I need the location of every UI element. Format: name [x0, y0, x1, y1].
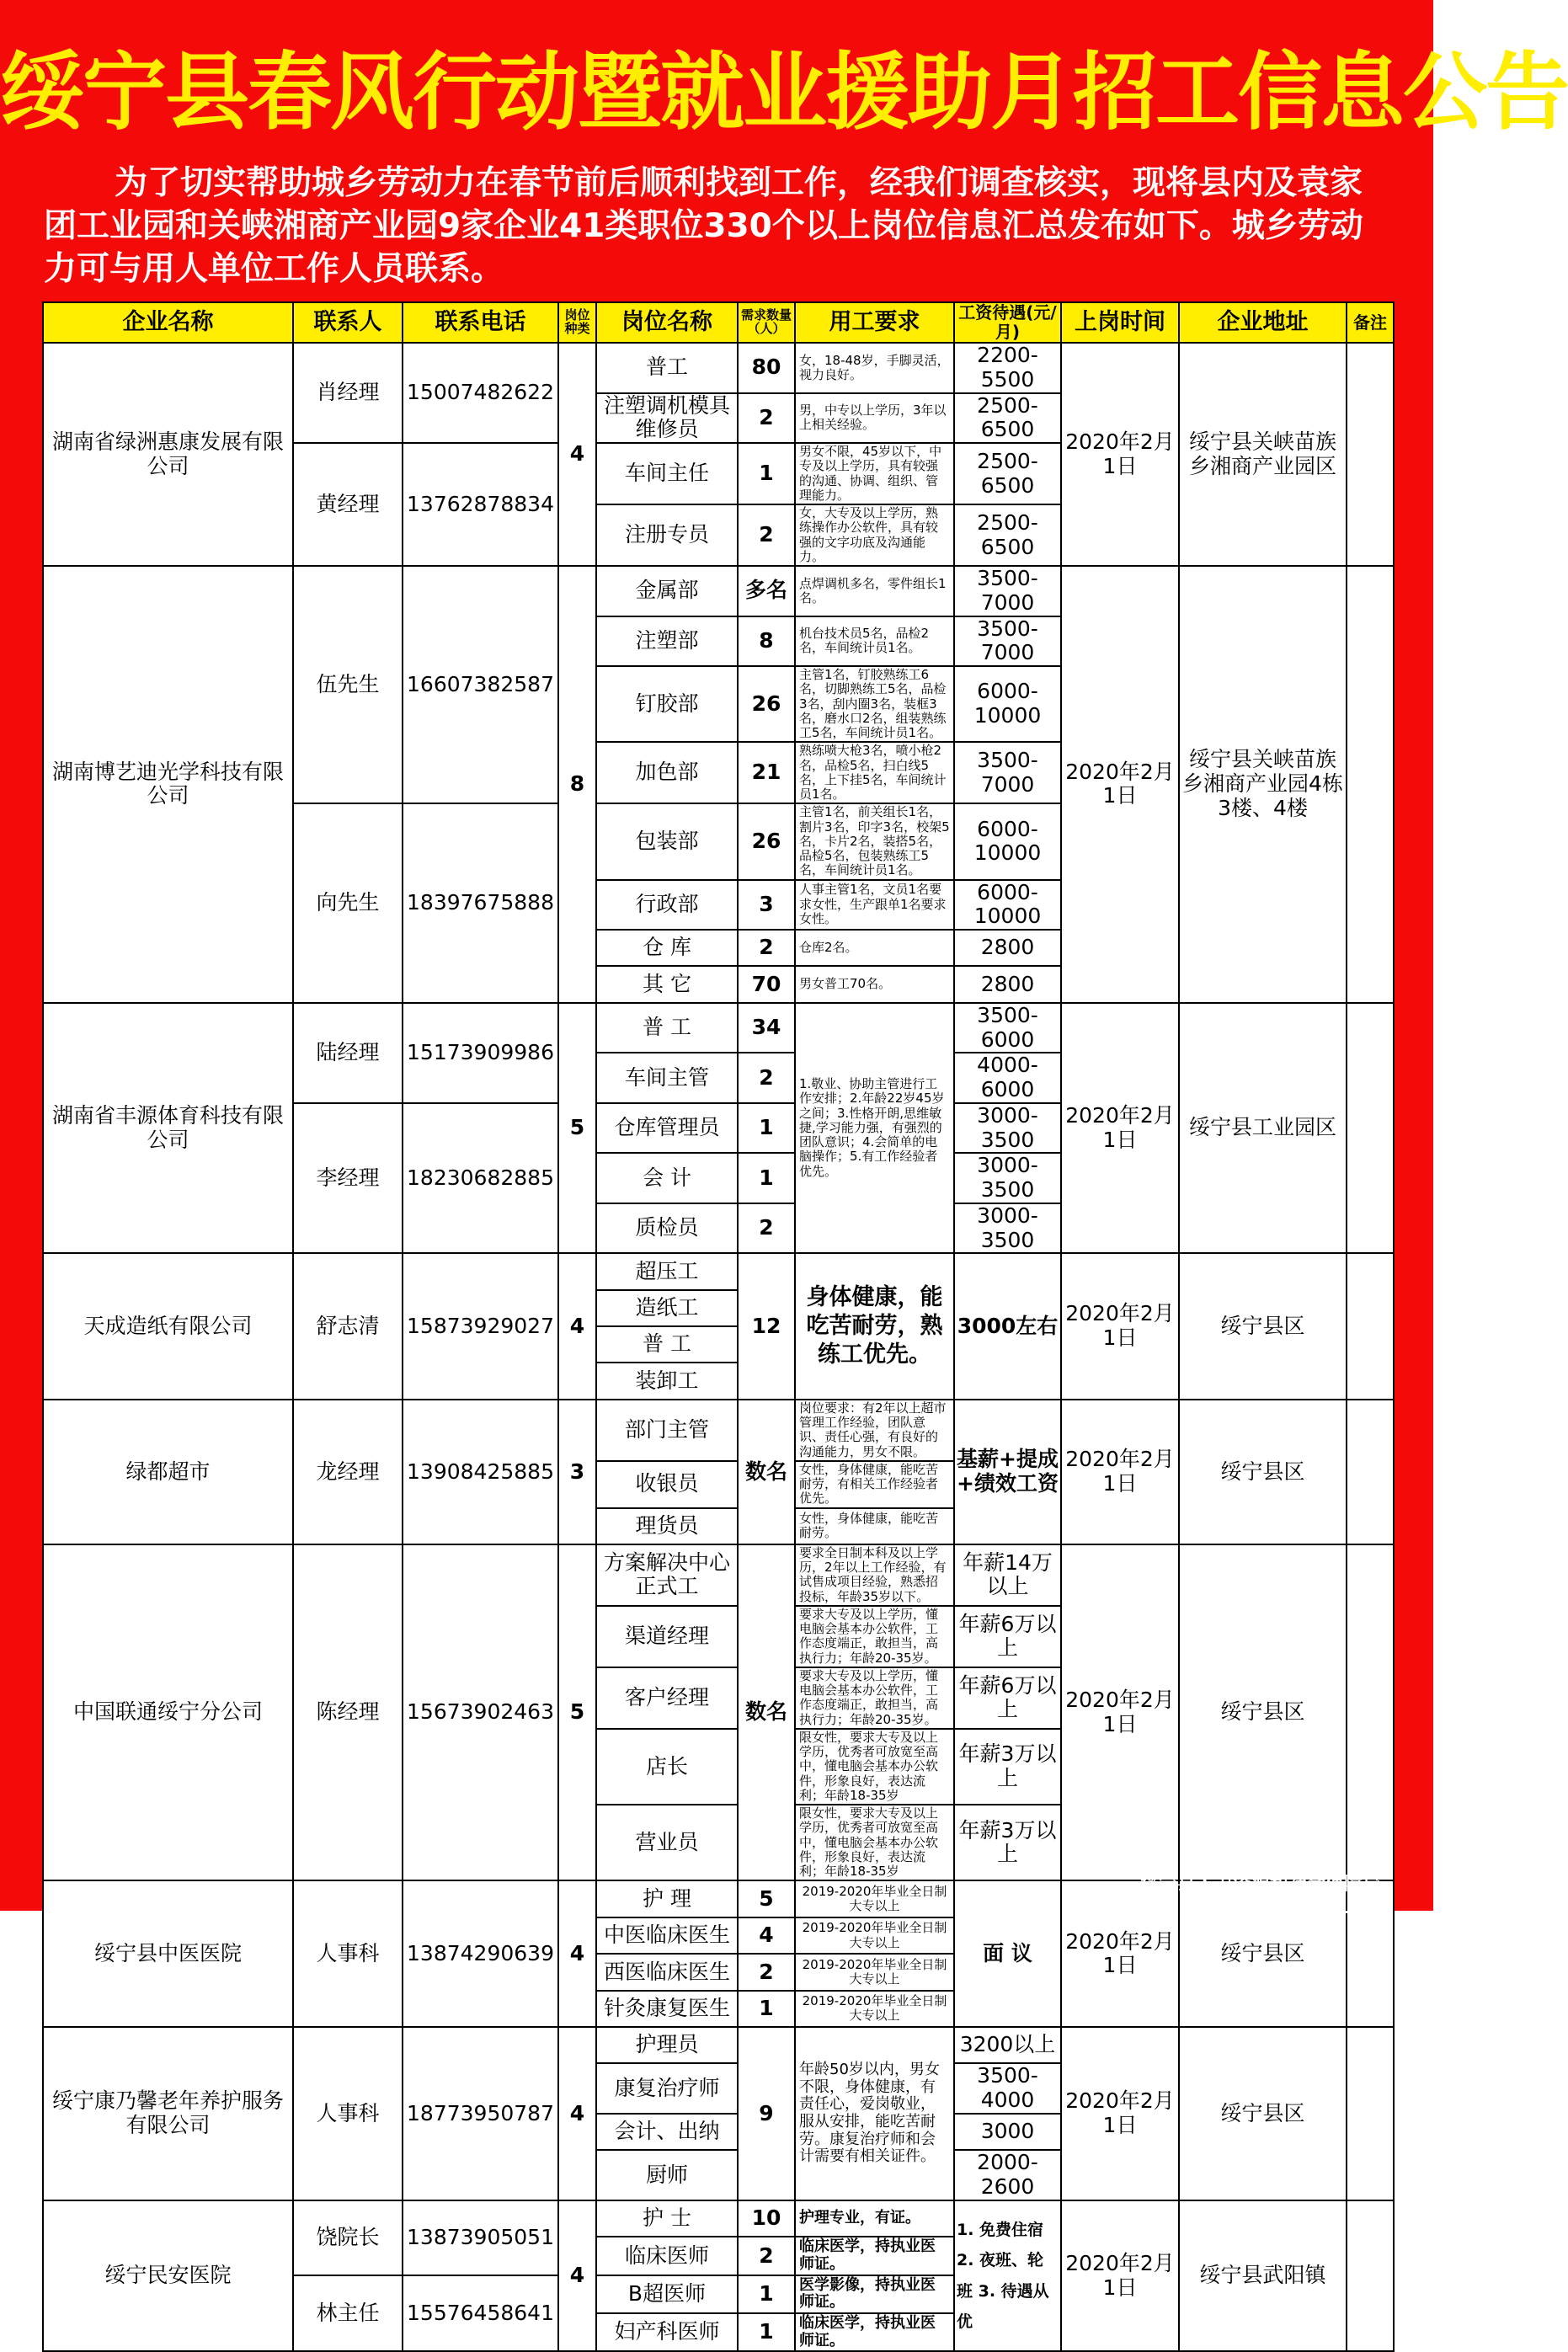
required-number: 1: [738, 443, 795, 504]
salary: 3000-3500: [954, 1203, 1061, 1254]
contact-name: 伍先生: [293, 566, 403, 803]
required-number: 3: [738, 880, 795, 931]
salary: 3200以上: [954, 2027, 1061, 2063]
salary: 2000-2600: [954, 2150, 1061, 2200]
position-name: 护 士: [596, 2200, 738, 2237]
required-number: 1: [738, 2275, 795, 2313]
remark-cell: [1347, 2200, 1394, 2352]
job-requirement: 主管1名，前关组长1名，割片3名，印字3名，校架5名，卡片2名，装搭5名，品检5名，包装熟练工5名，车间统计员1名。: [795, 803, 954, 879]
required-number: 80: [738, 343, 795, 393]
position-count: 5: [558, 1544, 596, 1881]
table-row: [43, 2200, 1394, 2237]
required-number: 多名: [738, 566, 795, 616]
position-name: 注塑调机模具维修员: [596, 393, 738, 444]
job-requirement: 2019-2020年毕业全日制大专以上: [795, 1991, 954, 2027]
company-address: 绥宁县区: [1179, 2027, 1347, 2200]
salary: 基薪+提成+绩效工资: [954, 1400, 1061, 1544]
table-row: [43, 343, 1394, 393]
job-requirement: 要求大专及以上学历，懂电脑会基本办公软件，工作态度端正，敢担当，高执行力；年龄20-35岁。: [795, 1606, 954, 1667]
position-count: 4: [558, 1880, 596, 2027]
page-title: 绥宁县春风行动暨就业援助月招工信息公告: [0, 43, 1568, 141]
table-body: [43, 343, 1394, 2351]
remark-cell: [1347, 1253, 1394, 1400]
job-requirement: 主管1名，钉胶熟练工6名，切脚熟练工5名，品检3名，刮内圈3名，装框3名，磨水口2名，组装熟练工5名，车间统计员1名。: [795, 666, 954, 742]
contact-phone: 13908425885: [403, 1400, 558, 1544]
header-company: 企业名称: [43, 302, 293, 343]
position-name: 包装部: [596, 803, 738, 879]
header-salary: 工资待遇(元/月): [954, 302, 1061, 343]
job-requirement: 临床医学，持执业医师证。: [795, 2313, 954, 2351]
job-requirement: 临床医学，持执业医师证。: [795, 2237, 954, 2275]
job-requirement: 女，18-48岁，手脚灵活，视力良好。: [795, 343, 954, 393]
required-number: 12: [738, 1253, 795, 1400]
position-name: 渠道经理: [596, 1606, 738, 1667]
salary: 3000左右: [954, 1253, 1061, 1400]
position-name: 超压工: [596, 1253, 738, 1289]
start-date: 2020年2月1日: [1061, 1880, 1179, 2027]
job-requirement: 女性，身体健康，能吃苦耐劳，有相关工作经验者优先。: [795, 1461, 954, 1508]
job-requirement: 要求全日制本科及以上学历，2年以上工作经验，有试售成项目经验，熟悉招投标，年龄35岁以下。: [795, 1544, 954, 1606]
position-name: 针灸康复医生: [596, 1991, 738, 2027]
position-count: 4: [558, 343, 596, 566]
contact-name: 向先生: [293, 803, 403, 1003]
contact-name: 人事科: [293, 1880, 403, 2027]
contact-name: 饶院长: [293, 2200, 403, 2275]
contact-name: 陆经理: [293, 1003, 403, 1103]
required-number: 数名: [738, 1544, 795, 1881]
required-number: 1: [738, 1153, 795, 1203]
start-date: 2020年2月1日: [1061, 1003, 1179, 1254]
position-name: 护理员: [596, 2027, 738, 2063]
position-name: 注册专员: [596, 504, 738, 566]
header-requirement: 用工要求: [795, 302, 954, 343]
contact-phone: 18773950787: [403, 2027, 558, 2200]
table-row: [43, 1253, 1394, 1289]
position-name: 仓 库: [596, 930, 738, 966]
required-number: 2: [738, 1203, 795, 1254]
company-address: 绥宁县关峡苗族乡湘商产业园4栋3楼、4楼: [1179, 566, 1347, 1003]
table-row: [43, 1400, 1394, 1461]
contact-phone: 18230682885: [403, 1103, 558, 1254]
salary: 4000-6000: [954, 1053, 1061, 1103]
job-requirement: 点焊调机多名，零件组长1名。: [795, 566, 954, 616]
job-requirement: 机台技术员5名，品检2名，车间统计员1名。: [795, 616, 954, 667]
company-name: 湖南博艺迪光学科技有限公司: [43, 566, 293, 1003]
contact-name: 李经理: [293, 1103, 403, 1254]
job-requirement: 要求大专及以上学历，懂电脑会基本办公软件，工作态度端正，敢担当，高执行力；年龄20-35岁。: [795, 1667, 954, 1729]
contact-phone: 15873929027: [403, 1253, 558, 1400]
company-address: 绥宁县关峡苗族乡湘商产业园区: [1179, 343, 1347, 566]
footer-date: 2020年元月15日: [1229, 1897, 1381, 1918]
header-remark: 备注: [1347, 302, 1394, 343]
required-number: 2: [738, 930, 795, 966]
company-address: 绥宁县区: [1179, 1253, 1347, 1400]
position-name: 会 计: [596, 1153, 738, 1203]
company-name: 天成造纸有限公司: [43, 1253, 293, 1400]
contact-name: 陈经理: [293, 1544, 403, 1881]
position-name: 会计、出纳: [596, 2114, 738, 2150]
contact-phone: 15576458641: [403, 2275, 558, 2352]
salary: 3500-7000: [954, 742, 1061, 803]
contact-name: 人事科: [293, 2027, 403, 2200]
footer-org: 绥宁县人力资源和社会保障局: [1139, 1874, 1381, 1895]
contact-name: 龙经理: [293, 1400, 403, 1544]
start-date: 2020年2月1日: [1061, 566, 1179, 1003]
position-name: 其 它: [596, 966, 738, 1002]
job-requirement: 熟练喷大枪3名，喷小枪2名，品检5名，扫白线5名，上下挂5名，车间统计员1名。: [795, 742, 954, 803]
contact-phone: 13874290639: [403, 1880, 558, 2027]
required-number: 2: [738, 504, 795, 566]
position-name: 行政部: [596, 880, 738, 931]
required-number: 2: [738, 2237, 795, 2275]
required-number: 2: [738, 1954, 795, 1990]
job-table: [42, 301, 1395, 2352]
required-number: 26: [738, 666, 795, 742]
required-number: 70: [738, 966, 795, 1002]
start-date: 2020年2月1日: [1061, 2200, 1179, 2352]
remark-cell: [1347, 1400, 1394, 1544]
position-name: 理货员: [596, 1508, 738, 1544]
table-row: [43, 1003, 1394, 1053]
position-name: 客户经理: [596, 1667, 738, 1729]
salary: 6000-10000: [954, 666, 1061, 742]
job-requirement: 医学影像，持执业医师证。: [795, 2275, 954, 2313]
start-date: 2020年2月1日: [1061, 343, 1179, 566]
salary: 年薪14万以上: [954, 1544, 1061, 1606]
required-number: 26: [738, 803, 795, 879]
salary: 2500-6500: [954, 393, 1061, 444]
position-name: 妇产科医师: [596, 2313, 738, 2351]
job-requirement: 女，大专及以上学历，熟练操作办公软件，具有较强的文字功底及沟通能力。: [795, 504, 954, 566]
job-requirement: 限女性，要求大专及以上学历，优秀者可放宽至高中，懂电脑会基本办公软件，形象良好，表达流利；年龄18-35岁: [795, 1805, 954, 1880]
table-header-row: [43, 302, 1394, 343]
contact-name: 黄经理: [293, 443, 403, 566]
salary: 3500-4000: [954, 2063, 1061, 2114]
required-number: 10: [738, 2200, 795, 2237]
position-count: 5: [558, 1003, 596, 1254]
table-row: [43, 2027, 1394, 2063]
job-requirement: 身体健康，能吃苦耐劳，熟练工优先。: [795, 1253, 954, 1400]
job-requirement: 年龄50岁以内，男女不限，身体健康，有责任心，爱岗敬业，服从安排，能吃苦耐劳。康复治疗师和会计需要有相关证件。: [795, 2027, 954, 2200]
required-number: 9: [738, 2027, 795, 2200]
position-name: 车间主管: [596, 1053, 738, 1103]
start-date: 2020年2月1日: [1061, 1544, 1179, 1881]
salary: 2500-6500: [954, 443, 1061, 504]
job-requirement: 女性，身体健康，能吃苦耐劳。: [795, 1508, 954, 1544]
salary: 6000-10000: [954, 880, 1061, 931]
required-number: 1: [738, 1103, 795, 1154]
company-address: 绥宁县武阳镇: [1179, 2200, 1347, 2352]
header-start: 上岗时间: [1061, 302, 1179, 343]
salary: 年薪3万以上: [954, 1805, 1061, 1880]
required-number: 数名: [738, 1400, 795, 1544]
contact-phone: 13873905051: [403, 2200, 558, 2275]
position-name: 质检员: [596, 1203, 738, 1254]
required-number: 34: [738, 1003, 795, 1053]
job-requirement: 岗位要求：有2年以上超市管理工作经验，团队意识、责任心强，有良好的沟通能力，男女不限。: [795, 1400, 954, 1461]
header-count: 岗位种类: [558, 302, 596, 343]
job-requirement: 男女不限，45岁以下，中专及以上学历，具有较强的沟通、协调、组织、管理能力。: [795, 443, 954, 504]
position-count: 8: [558, 566, 596, 1003]
position-name: 普 工: [596, 1003, 738, 1053]
position-name: 中医临床医生: [596, 1917, 738, 1954]
required-number: 2: [738, 393, 795, 444]
contact-phone: 15007482622: [403, 343, 558, 443]
salary: 2500-6500: [954, 504, 1061, 566]
remark-cell: [1347, 1544, 1394, 1881]
position-name: 普 工: [596, 1326, 738, 1363]
remark-cell: [1347, 566, 1394, 1003]
company-name: 湖南省丰源体育科技有限公司: [43, 1003, 293, 1254]
company-address: 绥宁县区: [1179, 1544, 1347, 1881]
position-name: 营业员: [596, 1805, 738, 1880]
contact-name: 肖经理: [293, 343, 403, 443]
salary: 3500-6000: [954, 1003, 1061, 1053]
position-name: 金属部: [596, 566, 738, 616]
footer: [1140, 1873, 1381, 1920]
required-number: 1: [738, 1991, 795, 2027]
header-contact: 联系人: [293, 302, 403, 343]
job-requirement: 护理专业，有证。: [795, 2200, 954, 2237]
contact-phone: 15173909986: [403, 1003, 558, 1103]
salary: 年薪6万以上: [954, 1667, 1061, 1729]
position-name: 临床医师: [596, 2237, 738, 2275]
company-name: 绥宁县中医医院: [43, 1880, 293, 2027]
company-name: 绥宁康乃馨老年养护服务有限公司: [43, 2027, 293, 2200]
position-count: 4: [558, 2200, 596, 2352]
contact-phone: 15673902463: [403, 1544, 558, 1881]
salary: 2800: [954, 930, 1061, 966]
position-name: 仓库管理员: [596, 1103, 738, 1154]
remark-cell: [1347, 1003, 1394, 1254]
position-name: 收银员: [596, 1461, 738, 1508]
position-name: 护 理: [596, 1880, 738, 1917]
position-count: 4: [558, 1253, 596, 1400]
position-name: 钉胶部: [596, 666, 738, 742]
job-requirement: 男女普工70名。: [795, 966, 954, 1002]
position-name: B超医师: [596, 2275, 738, 2313]
job-requirement: 2019-2020年毕业全日制大专以上: [795, 1954, 954, 1990]
contact-name: 舒志清: [293, 1253, 403, 1400]
required-number: 21: [738, 742, 795, 803]
salary: 6000-10000: [954, 803, 1061, 879]
job-requirement: 仓库2名。: [795, 930, 954, 966]
salary: 1. 免费住宿 2. 夜班、轮班 3. 待遇从优: [954, 2200, 1061, 2352]
position-name: 厨师: [596, 2150, 738, 2200]
start-date: 2020年2月1日: [1061, 1253, 1179, 1400]
header-number: 需求数量（人）: [738, 302, 795, 343]
salary: 2200-5500: [954, 343, 1061, 393]
start-date: 2020年2月1日: [1061, 1400, 1179, 1544]
position-count: 4: [558, 2027, 596, 2200]
required-number: 5: [738, 1880, 795, 1917]
company-address: 绥宁县区: [1179, 1400, 1347, 1544]
header-phone: 联系电话: [403, 302, 558, 343]
table-row: [43, 566, 1394, 616]
intro-paragraph: 为了切实帮助城乡劳动力在春节前后顺利找到工作，经我们调查核实，现将县内及袁家团工业园和关峡湘商产业园9家企业41类职位330个以上岗位信息汇总发布如下。城乡劳动力可与用人单位工作人员联系。: [44, 164, 1363, 288]
salary: 年薪3万以上: [954, 1729, 1061, 1805]
position-name: 车间主任: [596, 443, 738, 504]
position-name: 装卸工: [596, 1363, 738, 1399]
job-requirement: 男，中专以上学历，3年以上相关经验。: [795, 393, 954, 444]
remark-cell: [1347, 2027, 1394, 2200]
company-address: 绥宁县工业园区: [1179, 1003, 1347, 1254]
salary: 3500-7000: [954, 616, 1061, 667]
company-address: 绥宁县区: [1179, 1880, 1347, 2027]
salary: 3500-7000: [954, 566, 1061, 616]
position-name: 造纸工: [596, 1290, 738, 1326]
header-address: 企业地址: [1179, 302, 1347, 343]
position-name: 西医临床医生: [596, 1954, 738, 1990]
salary: 3000-3500: [954, 1153, 1061, 1203]
position-name: 注塑部: [596, 616, 738, 667]
job-requirement: 2019-2020年毕业全日制大专以上: [795, 1917, 954, 1954]
salary: 2800: [954, 966, 1061, 1002]
required-number: 1: [738, 2313, 795, 2351]
job-requirement: 限女性，要求大专及以上学历，优秀者可放宽至高中，懂电脑会基本办公软件，形象良好，表达流利；年龄18-35岁: [795, 1729, 954, 1805]
required-number: 8: [738, 616, 795, 667]
remark-cell: [1347, 343, 1394, 566]
contact-phone: 16607382587: [403, 566, 558, 803]
company-name: 绿都超市: [43, 1400, 293, 1544]
required-number: 2: [738, 1053, 795, 1103]
position-name: 加色部: [596, 742, 738, 803]
contact-name: 林主任: [293, 2275, 403, 2352]
job-requirement: 人事主管1名，文员1名要求女性，生产跟单1名要求女性。: [795, 880, 954, 931]
position-count: 3: [558, 1400, 596, 1544]
start-date: 2020年2月1日: [1061, 2027, 1179, 2200]
position-name: 店长: [596, 1729, 738, 1805]
position-name: 方案解决中心正式工: [596, 1544, 738, 1606]
required-number: 4: [738, 1917, 795, 1954]
contact-phone: 13762878834: [403, 443, 558, 566]
position-name: 康复治疗师: [596, 2063, 738, 2114]
company-name: 湖南省绿洲惠康发展有限公司: [43, 343, 293, 566]
header-position: 岗位名称: [596, 302, 738, 343]
salary: 3000-3500: [954, 1103, 1061, 1154]
contact-phone: 18397675888: [403, 803, 558, 1003]
salary: 面 议: [954, 1880, 1061, 2027]
position-name: 部门主管: [596, 1400, 738, 1461]
job-requirement: 1.敬业、协助主管进行工作安排；2.年龄22岁45岁之间；3.性格开朗,思维敏捷,学习能力强，有强烈的团队意识；4.会简单的电脑操作；5.有工作经验者优先。: [795, 1003, 954, 1254]
table-row: [43, 1544, 1394, 1606]
salary: 3000: [954, 2114, 1061, 2150]
company-name: 绥宁民安医院: [43, 2200, 293, 2352]
company-name: 中国联通绥宁分公司: [43, 1544, 293, 1881]
job-requirement: 2019-2020年毕业全日制大专以上: [795, 1880, 954, 1917]
position-name: 普工: [596, 343, 738, 393]
salary: 年薪6万以上: [954, 1606, 1061, 1667]
